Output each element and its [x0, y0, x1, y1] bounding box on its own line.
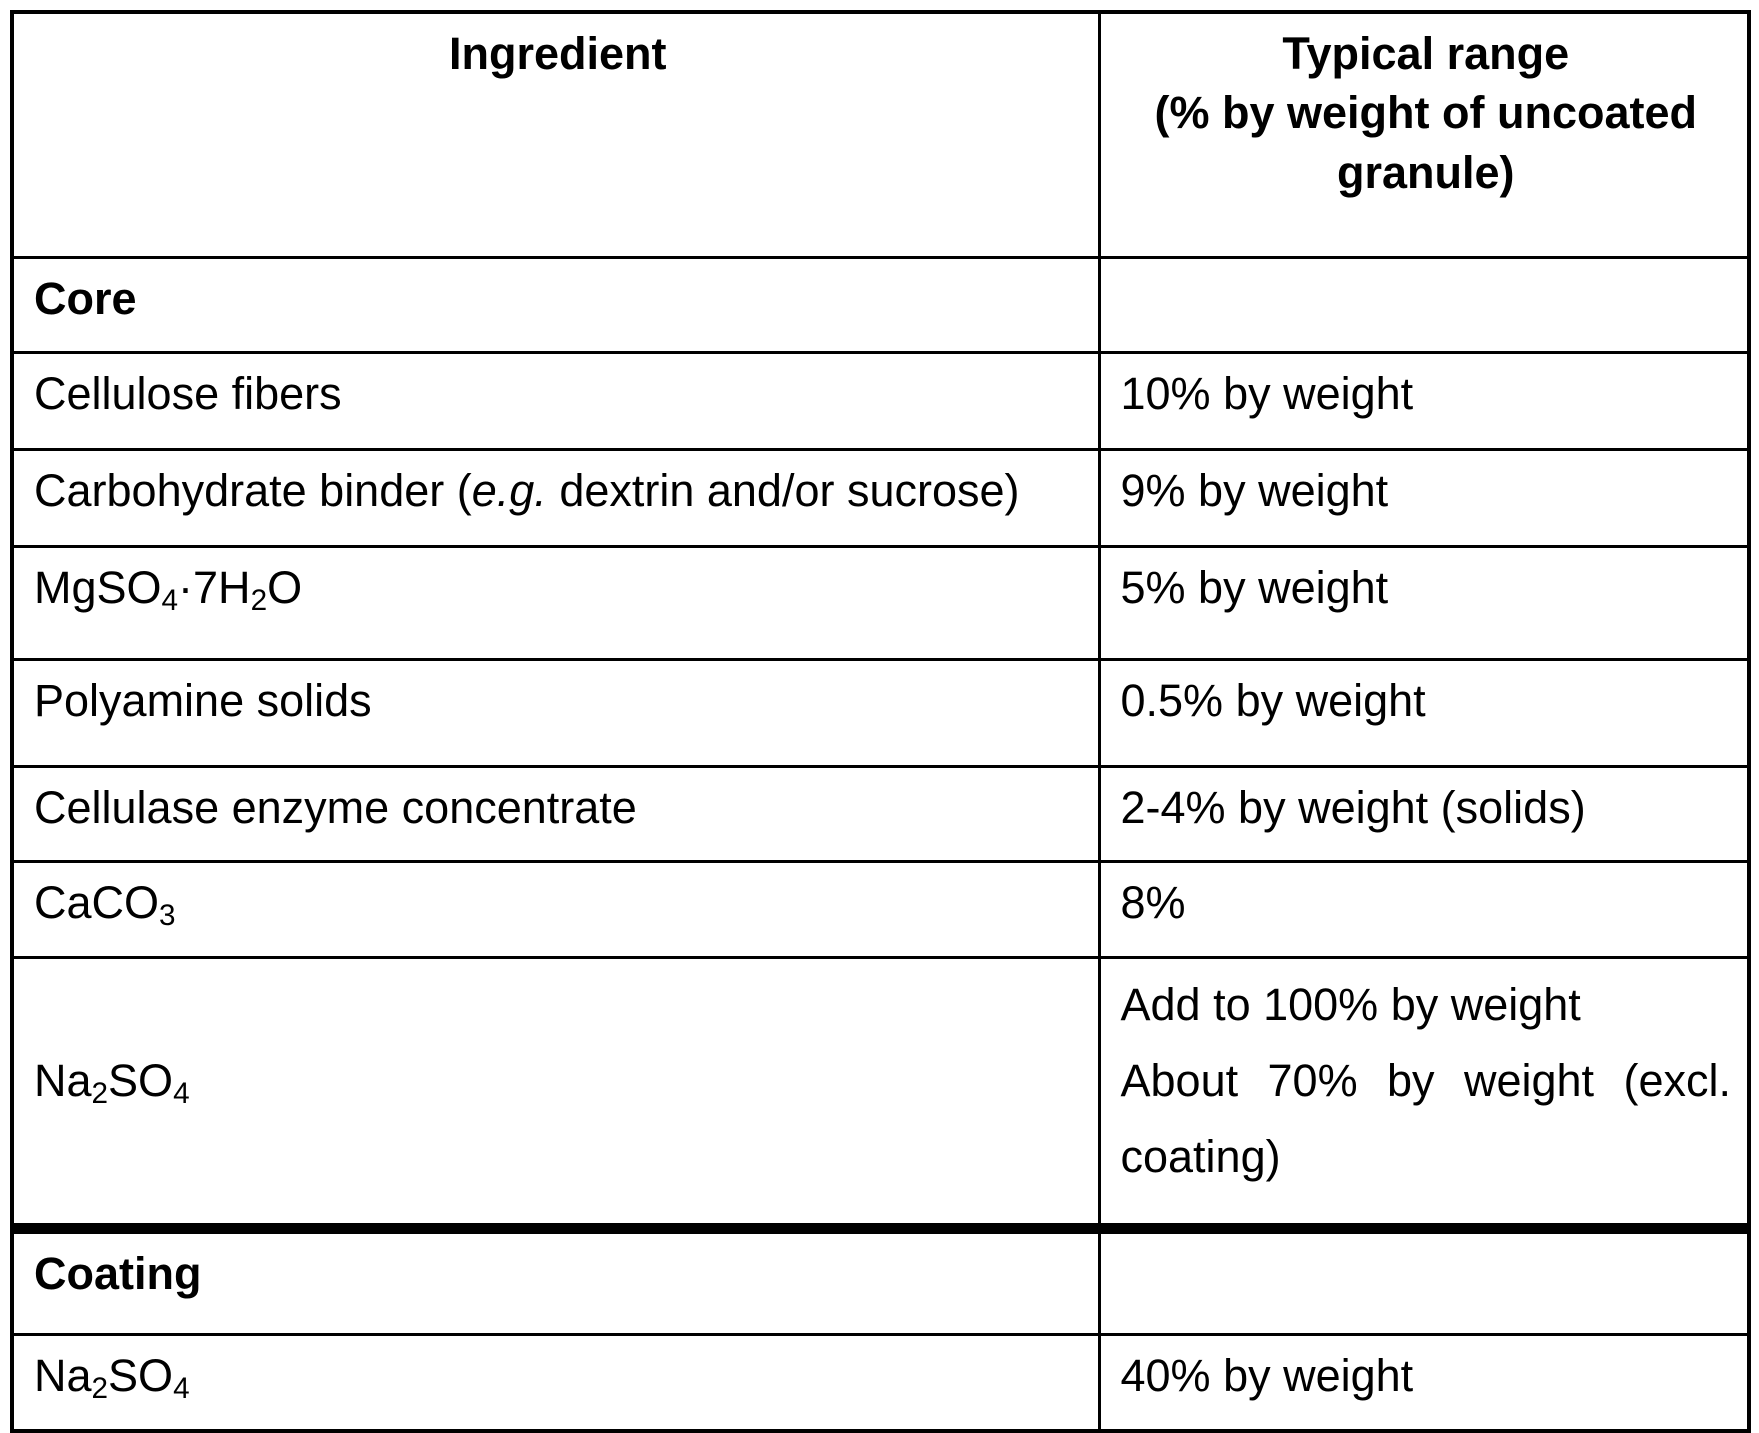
ingredient-cell — [12, 450, 1099, 547]
value-line: 8% — [1120, 877, 1186, 928]
ingredients-table — [10, 10, 1751, 1433]
text-segment: e.g. — [471, 465, 547, 516]
text-segment: Coating — [34, 1248, 202, 1299]
value-line: coating) — [1120, 1131, 1281, 1182]
typical-range-cell — [1099, 1335, 1749, 1432]
ingredient-cell — [12, 767, 1099, 862]
text-segment: Core — [34, 273, 137, 324]
table-row — [12, 958, 1749, 1229]
table-row — [12, 660, 1749, 767]
ingredient-column-header: Ingredient — [12, 12, 1099, 258]
text-segment: SO — [108, 1055, 174, 1107]
typical-range-cell — [1099, 450, 1749, 547]
text-segment: Cellulose fibers — [34, 368, 342, 419]
ingredient-cell — [12, 353, 1099, 450]
value-line: 9% by weight — [1120, 465, 1389, 516]
typical-range-column-header — [1099, 12, 1749, 258]
table-row — [12, 767, 1749, 862]
ingredient-cell — [12, 958, 1099, 1229]
subscript-text: 4 — [161, 584, 179, 618]
typical-range-cell — [1099, 547, 1749, 660]
typical-range-cell — [1099, 767, 1749, 862]
typical-range-cell — [1099, 862, 1749, 958]
text-segment: SO — [108, 1350, 174, 1401]
subscript-text: 2 — [250, 584, 268, 618]
text-segment: Na — [34, 1055, 92, 1107]
subscript-text: 4 — [173, 1372, 190, 1406]
section-header-cell — [12, 1229, 1099, 1335]
typical-range-header-line: granule) — [1336, 146, 1515, 198]
subscript-text: 3 — [159, 899, 176, 933]
ingredient-cell — [12, 862, 1099, 958]
text-segment: CaCO — [34, 877, 160, 928]
value-line: About 70% by weight (excl. — [1120, 1055, 1731, 1106]
text-segment: Polyamine solids — [34, 675, 372, 726]
value-line: 40% by weight — [1120, 1350, 1414, 1401]
table-row — [12, 353, 1749, 450]
table-row — [12, 862, 1749, 958]
table-row — [12, 258, 1749, 353]
text-segment: O — [267, 562, 303, 613]
typical-range-cell — [1099, 660, 1749, 767]
typical-range-cell — [1099, 958, 1749, 1229]
typical-range-cell — [1099, 258, 1749, 353]
value-line: 5% by weight — [1120, 562, 1389, 613]
table-row — [12, 1335, 1749, 1432]
text-segment: MgSO — [34, 562, 162, 613]
section-header-cell — [12, 258, 1099, 353]
value-line: 2-4% by weight (solids) — [1120, 782, 1586, 833]
subscript-text: 2 — [91, 1077, 109, 1111]
table-row — [12, 547, 1749, 660]
text-segment: dextrin and/or sucrose) — [546, 465, 1020, 516]
typical-range-cell — [1099, 353, 1749, 450]
ingredient-cell — [12, 547, 1099, 660]
table-header — [12, 12, 1749, 258]
typical-range-cell — [1099, 1229, 1749, 1335]
table-row — [12, 450, 1749, 547]
table-body — [12, 258, 1749, 1432]
text-segment: Na — [34, 1350, 92, 1401]
subscript-text: 4 — [173, 1077, 190, 1111]
subscript-text: 2 — [91, 1372, 109, 1406]
ingredient-cell — [12, 1335, 1099, 1432]
text-segment: Cellulase enzyme concentrate — [34, 782, 637, 833]
typical-range-header-line: (% by weight of uncoated — [1154, 87, 1697, 139]
value-line: 0.5% by weight — [1120, 675, 1426, 726]
typical-range-header-line: Typical range — [1282, 28, 1570, 79]
ingredient-cell — [12, 660, 1099, 767]
value-line: 10% by weight — [1120, 368, 1414, 419]
table-row — [12, 1229, 1749, 1335]
header-row — [12, 12, 1749, 258]
text-segment: Carbohydrate binder ( — [34, 465, 472, 516]
value-line: Add to 100% by weight — [1120, 979, 1581, 1030]
text-segment: ·7H — [178, 562, 251, 613]
